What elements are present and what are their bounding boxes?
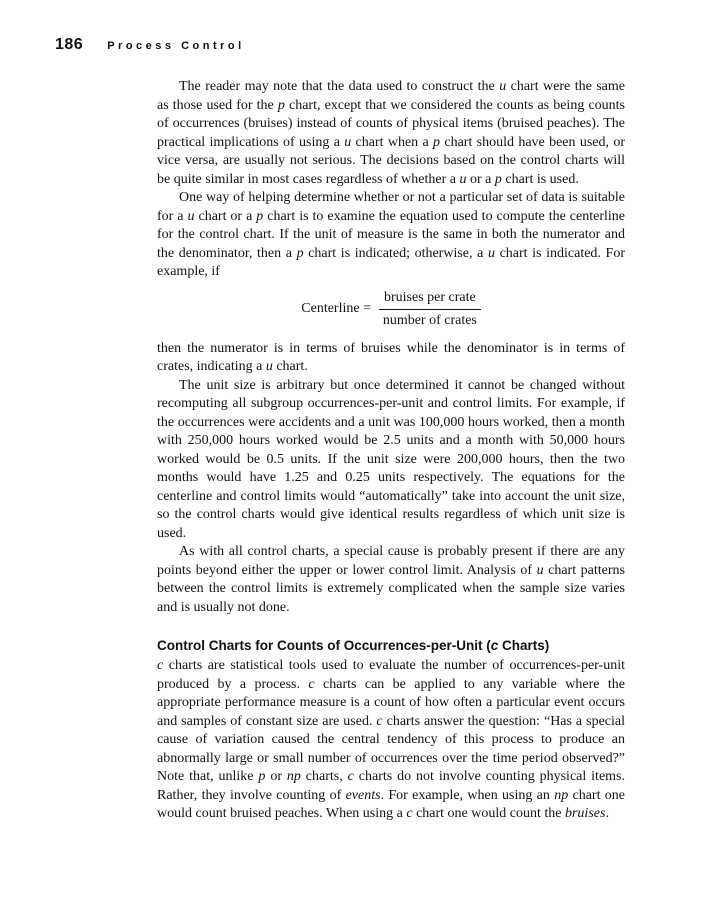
fraction-denominator: number of crates (382, 313, 477, 328)
chapter-title: Process Control (107, 40, 245, 52)
fraction-numerator: bruises per crate (379, 289, 481, 311)
centerline-equation (157, 289, 625, 331)
page-number: 186 (55, 36, 84, 53)
equation-lhs: Centerline = (301, 301, 371, 317)
text-block (157, 78, 625, 824)
paragraph-6: c charts are statistical tools used to evaluate the number of occurrences-per-unit produced by a process. c charts can be applied to any variable where the appropriate performance measure is a count of how often a particular event occurs and samples of constant size are used. c charts answer the question: “Has a special cause of variation caused the central tendency of this process to produce an abnormally large or small number of occurrences over the time period observed?” Note that, unlike p or np charts, c charts do not involve counting physical items. Rather, they involve counting of events. For example, when using an np chart one would count bruised peaches. When using a c chart one would count the bruises. (157, 658, 626, 821)
paragraph-4: The unit size is arbitrary but once determined it cannot be changed without recomputing all subgroup occurrences-per-unit and control limits. For example, if the occurrences were accidents and a unit was 100,000 hours worked, then a month with 250,000 hours worked would be 2.5 units and a month with 50,000 hours worked would be 0.5 units. If the unit size were 200,000 hours, then the two months would have 1.25 and 0.25 units respectively. The equations for the centerline and control limits would “automatically” take into account the unit size, so the control charts would give identical results regardless of which unit size is used. (157, 377, 625, 541)
running-head (55, 36, 245, 54)
paragraph-5: As with all control charts, a special cause is probably present if there are any points beyond either the upper or lower control limit. Analysis of u chart patterns between the control limits is extremely complicated when the sample size varies and is usually not done. (157, 544, 625, 615)
paragraph-2: One way of helping determine whether or not a particular set of data is suitable for a u chart or a p chart is to examine the equation used to compute the centerline for the control chart. If the unit of measure is the same in both the numerator and the denominator, then a p chart is indicated; otherwise, a u chart is indicated. For example, if (157, 190, 625, 279)
paragraph-3: then the numerator is in terms of bruises while the denominator is in terms of crates, indicating a u chart. (157, 340, 625, 374)
equation-fraction (379, 289, 481, 331)
paragraph-1: The reader may note that the data used to construct the u chart were the same as those used for the p chart, except that we considered the counts as being counts of occurrences (bruises) instead of counts of physical items (bruised peaches). The practical implications of using a u chart when a p chart should have been used, or vice versa, are usually not serious. The decisions based on the control charts will be quite similar in most cases regardless of whether a u or a p chart is used. (157, 79, 625, 187)
section-heading: Control Charts for Counts of Occurrences-per-Unit (c Charts) (157, 638, 550, 653)
